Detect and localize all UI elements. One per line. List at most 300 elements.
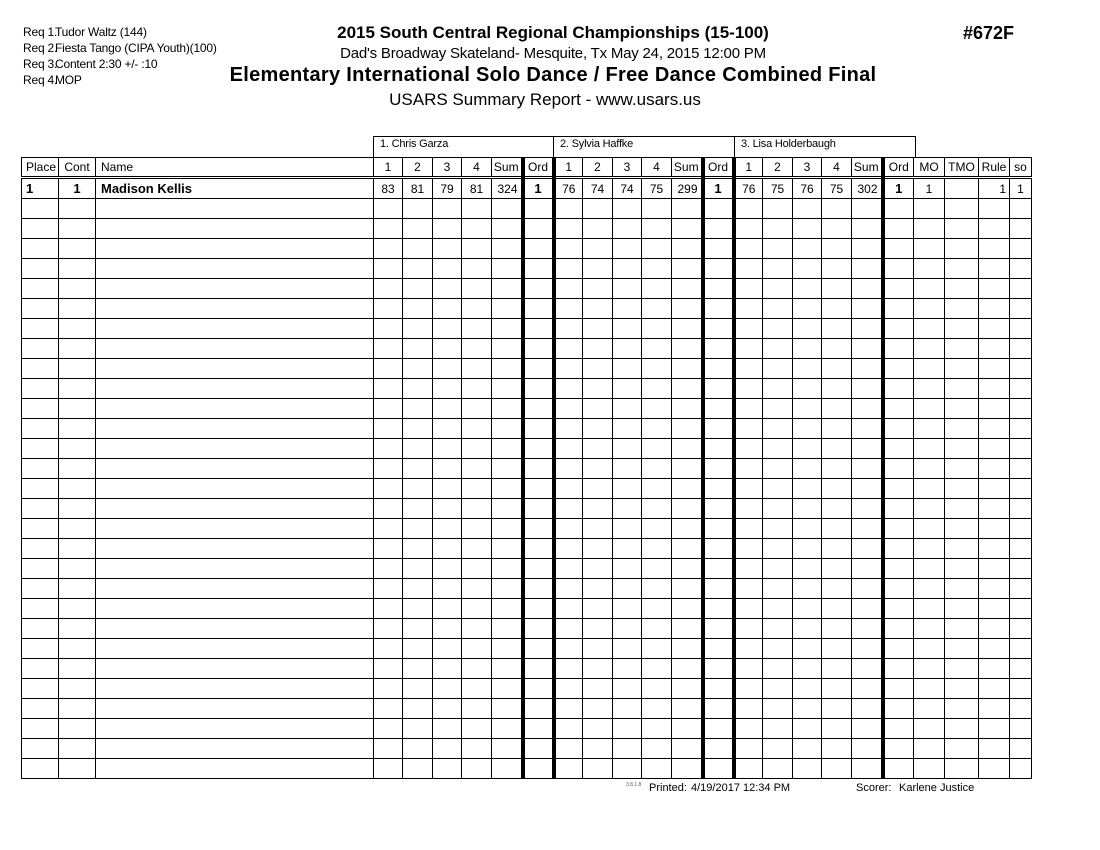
empty-table-row	[22, 639, 1032, 659]
empty-cell	[59, 499, 96, 519]
empty-cell	[374, 579, 403, 599]
empty-cell	[59, 339, 96, 359]
empty-cell	[59, 579, 96, 599]
empty-cell	[852, 279, 883, 299]
empty-cell	[613, 659, 642, 679]
empty-cell	[703, 199, 734, 219]
empty-cell	[793, 659, 822, 679]
empty-cell	[703, 519, 734, 539]
empty-cell	[672, 619, 703, 639]
empty-cell	[672, 479, 703, 499]
empty-cell	[554, 599, 583, 619]
cont-cell: 1	[59, 178, 96, 199]
empty-cell	[763, 639, 793, 659]
empty-cell	[523, 679, 554, 699]
empty-cell	[793, 719, 822, 739]
venue-date: Dad's Broadway Skateland- Mesquite, Tx May 24, 2015 12:00 PM	[340, 45, 766, 62]
empty-cell	[763, 619, 793, 639]
empty-cell	[96, 479, 374, 499]
empty-cell	[883, 619, 914, 639]
empty-cell	[1010, 359, 1032, 379]
empty-cell	[793, 499, 822, 519]
empty-cell	[793, 639, 822, 659]
empty-cell	[979, 239, 1010, 259]
empty-cell	[22, 659, 59, 679]
empty-cell	[642, 279, 672, 299]
empty-cell	[852, 479, 883, 499]
empty-cell	[403, 299, 433, 319]
empty-cell	[22, 319, 59, 339]
empty-cell	[642, 259, 672, 279]
j1-score-2: 81	[403, 178, 433, 199]
empty-cell	[433, 279, 462, 299]
empty-cell	[403, 339, 433, 359]
empty-cell	[374, 479, 403, 499]
empty-cell	[523, 579, 554, 599]
empty-cell	[914, 339, 945, 359]
empty-cell	[374, 259, 403, 279]
requirement-text: Tudor Waltz (144)	[55, 25, 147, 39]
empty-cell	[642, 659, 672, 679]
empty-cell	[979, 399, 1010, 419]
empty-cell	[852, 439, 883, 459]
empty-cell	[59, 319, 96, 339]
empty-cell	[462, 239, 492, 259]
empty-cell	[672, 439, 703, 459]
empty-cell	[554, 719, 583, 739]
j1-score-1: 83	[374, 178, 403, 199]
col-cont: Cont	[59, 158, 96, 178]
empty-cell	[1010, 579, 1032, 599]
empty-cell	[492, 659, 523, 679]
empty-table-row	[22, 659, 1032, 679]
empty-cell	[763, 759, 793, 779]
col-j3-sum: Sum	[852, 158, 883, 178]
col-so: so	[1010, 158, 1032, 178]
empty-cell	[523, 459, 554, 479]
empty-cell	[433, 619, 462, 639]
empty-cell	[883, 739, 914, 759]
empty-cell	[945, 739, 979, 759]
empty-cell	[462, 359, 492, 379]
empty-cell	[945, 299, 979, 319]
empty-cell	[613, 579, 642, 599]
empty-cell	[374, 499, 403, 519]
requirement-key: Req 1.	[23, 25, 58, 39]
empty-cell	[403, 559, 433, 579]
header-row	[22, 158, 1032, 178]
empty-cell	[703, 599, 734, 619]
empty-cell	[613, 319, 642, 339]
empty-cell	[433, 459, 462, 479]
empty-table-row	[22, 199, 1032, 219]
empty-cell	[613, 679, 642, 699]
empty-cell	[554, 619, 583, 639]
empty-cell	[914, 739, 945, 759]
empty-cell	[883, 579, 914, 599]
empty-cell	[433, 579, 462, 599]
col-j3-s2: 2	[763, 158, 793, 178]
empty-cell	[462, 499, 492, 519]
j2-ord: 1	[703, 178, 734, 199]
empty-table-row	[22, 739, 1032, 759]
empty-cell	[492, 299, 523, 319]
empty-cell	[403, 739, 433, 759]
empty-cell	[403, 759, 433, 779]
empty-cell	[22, 379, 59, 399]
empty-cell	[374, 359, 403, 379]
empty-cell	[703, 299, 734, 319]
empty-cell	[523, 259, 554, 279]
empty-cell	[793, 759, 822, 779]
empty-cell	[583, 259, 613, 279]
empty-cell	[523, 659, 554, 679]
empty-cell	[1010, 519, 1032, 539]
empty-cell	[642, 459, 672, 479]
empty-cell	[462, 639, 492, 659]
empty-cell	[883, 199, 914, 219]
empty-cell	[883, 519, 914, 539]
empty-cell	[979, 759, 1010, 779]
empty-cell	[96, 419, 374, 439]
empty-cell	[492, 699, 523, 719]
empty-cell	[96, 239, 374, 259]
empty-cell	[1010, 379, 1032, 399]
empty-cell	[883, 259, 914, 279]
empty-cell	[374, 679, 403, 699]
empty-cell	[462, 279, 492, 299]
empty-cell	[403, 539, 433, 559]
empty-table-row	[22, 759, 1032, 779]
empty-cell	[672, 459, 703, 479]
empty-cell	[672, 359, 703, 379]
empty-cell	[403, 359, 433, 379]
empty-cell	[22, 619, 59, 639]
empty-cell	[914, 239, 945, 259]
empty-cell	[703, 639, 734, 659]
empty-cell	[734, 319, 763, 339]
empty-cell	[403, 199, 433, 219]
empty-cell	[763, 379, 793, 399]
empty-cell	[403, 479, 433, 499]
empty-cell	[554, 379, 583, 399]
empty-cell	[96, 599, 374, 619]
empty-cell	[822, 739, 852, 759]
empty-cell	[734, 479, 763, 499]
col-j3-s3: 3	[793, 158, 822, 178]
empty-cell	[979, 519, 1010, 539]
empty-cell	[613, 699, 642, 719]
j2-score-3: 74	[613, 178, 642, 199]
empty-cell	[703, 259, 734, 279]
empty-cell	[22, 299, 59, 319]
empty-cell	[672, 679, 703, 699]
empty-cell	[703, 579, 734, 599]
empty-cell	[374, 239, 403, 259]
empty-cell	[613, 479, 642, 499]
empty-cell	[59, 659, 96, 679]
empty-cell	[642, 579, 672, 599]
empty-cell	[554, 239, 583, 259]
empty-cell	[822, 599, 852, 619]
empty-cell	[852, 519, 883, 539]
empty-cell	[979, 739, 1010, 759]
empty-table-row	[22, 719, 1032, 739]
empty-cell	[492, 679, 523, 699]
empty-cell	[96, 399, 374, 419]
empty-cell	[433, 439, 462, 459]
j1-ord: 1	[523, 178, 554, 199]
empty-cell	[883, 599, 914, 619]
empty-cell	[852, 679, 883, 699]
empty-cell	[642, 419, 672, 439]
empty-cell	[523, 239, 554, 259]
empty-cell	[945, 439, 979, 459]
empty-cell	[914, 579, 945, 599]
empty-cell	[642, 399, 672, 419]
empty-cell	[613, 499, 642, 519]
empty-cell	[763, 359, 793, 379]
empty-cell	[583, 479, 613, 499]
empty-cell	[583, 279, 613, 299]
empty-cell	[945, 599, 979, 619]
empty-cell	[462, 219, 492, 239]
empty-cell	[1010, 199, 1032, 219]
empty-cell	[59, 559, 96, 579]
empty-cell	[492, 639, 523, 659]
empty-cell	[613, 339, 642, 359]
empty-cell	[734, 559, 763, 579]
empty-cell	[492, 379, 523, 399]
empty-cell	[793, 739, 822, 759]
empty-cell	[1010, 699, 1032, 719]
empty-cell	[1010, 219, 1032, 239]
empty-cell	[492, 539, 523, 559]
empty-cell	[1010, 619, 1032, 639]
judge-3-header: 3. Lisa Holderbaugh	[734, 136, 916, 157]
empty-cell	[462, 599, 492, 619]
empty-cell	[703, 739, 734, 759]
empty-cell	[793, 339, 822, 359]
empty-cell	[763, 739, 793, 759]
empty-table-row	[22, 439, 1032, 459]
empty-cell	[793, 679, 822, 699]
empty-cell	[852, 619, 883, 639]
empty-table-row	[22, 219, 1032, 239]
empty-cell	[59, 479, 96, 499]
empty-cell	[613, 739, 642, 759]
empty-cell	[793, 599, 822, 619]
empty-cell	[374, 639, 403, 659]
empty-cell	[554, 759, 583, 779]
empty-cell	[433, 359, 462, 379]
empty-cell	[523, 199, 554, 219]
empty-cell	[763, 199, 793, 219]
empty-cell	[822, 759, 852, 779]
empty-cell	[822, 459, 852, 479]
empty-cell	[763, 559, 793, 579]
software-version: 3.8.1.8	[626, 782, 642, 788]
empty-cell	[22, 559, 59, 579]
empty-cell	[462, 659, 492, 679]
empty-cell	[852, 639, 883, 659]
empty-cell	[403, 519, 433, 539]
empty-cell	[462, 679, 492, 699]
empty-cell	[852, 539, 883, 559]
empty-cell	[734, 259, 763, 279]
col-j1-s4: 4	[462, 158, 492, 178]
empty-cell	[734, 459, 763, 479]
results-table	[21, 157, 1032, 779]
empty-cell	[822, 219, 852, 239]
empty-cell	[462, 739, 492, 759]
empty-cell	[96, 559, 374, 579]
empty-cell	[96, 679, 374, 699]
empty-cell	[883, 639, 914, 659]
empty-cell	[433, 679, 462, 699]
col-name: Name	[96, 158, 374, 178]
j1-score-4: 81	[462, 178, 492, 199]
empty-cell	[883, 699, 914, 719]
event-number: #672F	[963, 23, 1015, 43]
empty-cell	[59, 459, 96, 479]
empty-cell	[914, 419, 945, 439]
empty-cell	[613, 199, 642, 219]
empty-cell	[433, 259, 462, 279]
empty-cell	[96, 619, 374, 639]
empty-cell	[763, 399, 793, 419]
col-j1-ord: Ord	[523, 158, 554, 178]
empty-cell	[492, 479, 523, 499]
empty-cell	[22, 219, 59, 239]
empty-cell	[883, 459, 914, 479]
empty-table-row	[22, 279, 1032, 299]
empty-cell	[22, 679, 59, 699]
empty-cell	[374, 199, 403, 219]
empty-cell	[462, 439, 492, 459]
empty-cell	[433, 239, 462, 259]
empty-cell	[945, 399, 979, 419]
empty-cell	[403, 599, 433, 619]
empty-cell	[96, 719, 374, 739]
empty-cell	[763, 539, 793, 559]
empty-cell	[883, 399, 914, 419]
empty-cell	[852, 379, 883, 399]
empty-cell	[734, 579, 763, 599]
empty-cell	[1010, 319, 1032, 339]
empty-cell	[703, 459, 734, 479]
empty-cell	[979, 339, 1010, 359]
competition-title: 2015 South Central Regional Championships (15-100)	[337, 23, 769, 42]
empty-cell	[462, 699, 492, 719]
empty-cell	[703, 279, 734, 299]
col-tmo: TMO	[945, 158, 979, 178]
empty-table-row	[22, 699, 1032, 719]
empty-cell	[945, 619, 979, 639]
empty-cell	[642, 539, 672, 559]
empty-cell	[583, 699, 613, 719]
empty-cell	[374, 559, 403, 579]
empty-cell	[583, 219, 613, 239]
empty-cell	[883, 239, 914, 259]
empty-cell	[642, 719, 672, 739]
empty-cell	[374, 219, 403, 239]
empty-cell	[583, 499, 613, 519]
j3-sum: 302	[852, 178, 883, 199]
empty-cell	[59, 399, 96, 419]
empty-cell	[852, 699, 883, 719]
empty-cell	[22, 279, 59, 299]
empty-cell	[22, 699, 59, 719]
empty-cell	[642, 499, 672, 519]
empty-cell	[492, 739, 523, 759]
empty-cell	[734, 619, 763, 639]
empty-cell	[554, 259, 583, 279]
empty-cell	[979, 639, 1010, 659]
empty-cell	[979, 259, 1010, 279]
empty-cell	[22, 399, 59, 419]
empty-cell	[523, 719, 554, 739]
empty-cell	[1010, 479, 1032, 499]
empty-cell	[554, 199, 583, 219]
empty-cell	[672, 259, 703, 279]
empty-cell	[703, 719, 734, 739]
empty-cell	[583, 539, 613, 559]
empty-cell	[554, 279, 583, 299]
empty-cell	[59, 619, 96, 639]
empty-table-row	[22, 579, 1032, 599]
empty-cell	[763, 439, 793, 459]
empty-cell	[979, 479, 1010, 499]
empty-cell	[403, 639, 433, 659]
empty-cell	[763, 219, 793, 239]
empty-cell	[374, 759, 403, 779]
empty-cell	[945, 659, 979, 679]
empty-cell	[523, 539, 554, 559]
requirement-text: Fiesta Tango (CIPA Youth)(100)	[55, 41, 217, 55]
col-j2-ord: Ord	[703, 158, 734, 178]
empty-table-row	[22, 499, 1032, 519]
empty-cell	[822, 539, 852, 559]
empty-cell	[672, 759, 703, 779]
empty-cell	[914, 319, 945, 339]
empty-cell	[945, 339, 979, 359]
empty-cell	[583, 759, 613, 779]
empty-cell	[642, 519, 672, 539]
empty-cell	[59, 299, 96, 319]
empty-cell	[793, 539, 822, 559]
empty-cell	[914, 359, 945, 379]
skater-name-cell: Madison Kellis	[96, 178, 374, 199]
col-j1-sum: Sum	[492, 158, 523, 178]
empty-cell	[703, 479, 734, 499]
empty-cell	[1010, 339, 1032, 359]
empty-cell	[433, 519, 462, 539]
empty-cell	[613, 219, 642, 239]
empty-cell	[852, 259, 883, 279]
empty-cell	[734, 659, 763, 679]
requirement-text: Content 2:30 +/- :10	[55, 57, 158, 71]
empty-cell	[914, 599, 945, 619]
empty-cell	[703, 759, 734, 779]
empty-cell	[914, 699, 945, 719]
empty-cell	[492, 199, 523, 219]
empty-cell	[672, 639, 703, 659]
empty-table-row	[22, 559, 1032, 579]
scorer-label: Scorer:	[856, 782, 892, 794]
empty-cell	[914, 299, 945, 319]
empty-cell	[462, 299, 492, 319]
